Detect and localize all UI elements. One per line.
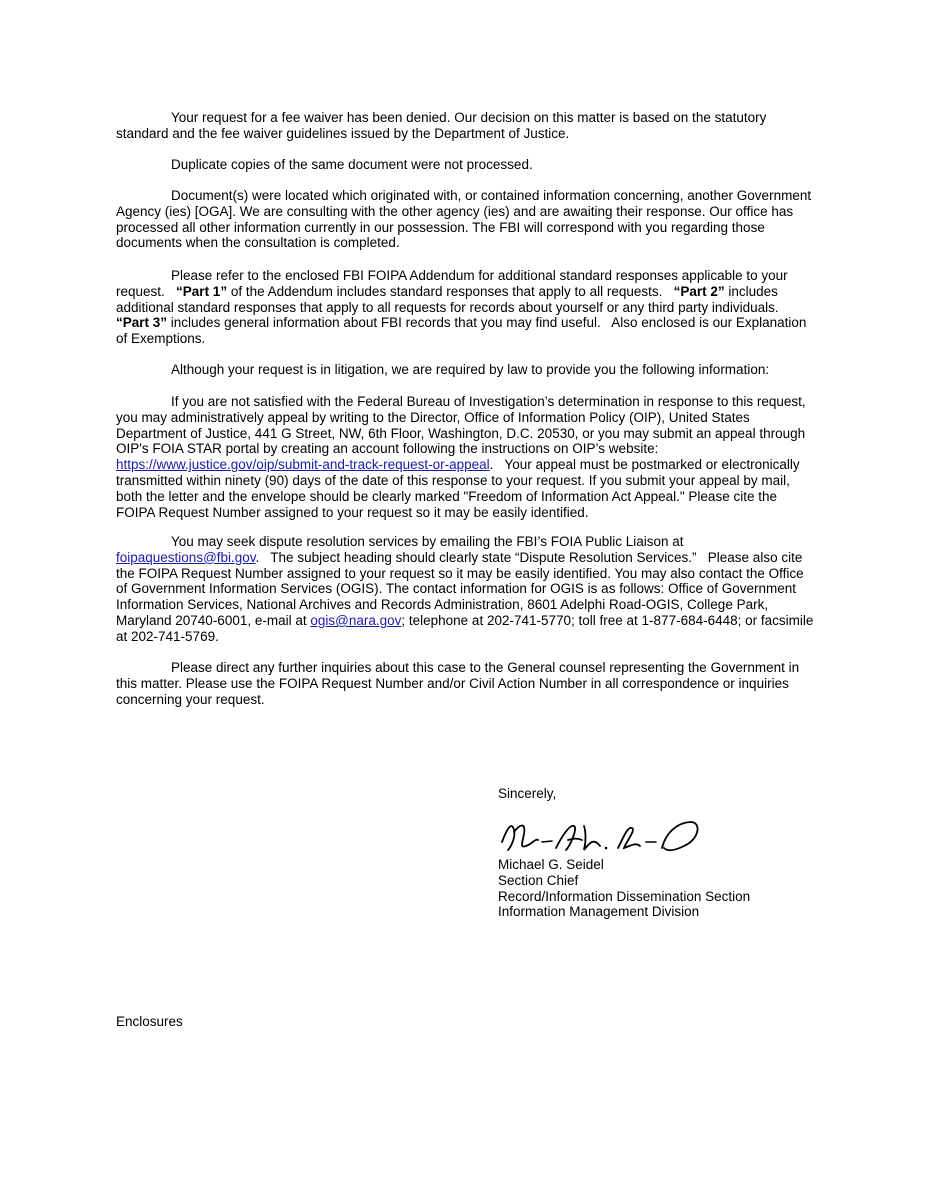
text-line: FOIPA Request Number assigned to your request so it may be easily identified.: [116, 504, 589, 520]
signer-name: Michael G. Seidel: [498, 857, 604, 872]
text-line: Please refer to the enclosed FBI FOIPA Addendum for additional standard responses applicable to your: [171, 268, 788, 283]
sincerely-text: Sincerely,: [498, 786, 557, 801]
dispute-resolution-paragraph: [116, 534, 828, 645]
text-line: of Exemptions.: [116, 331, 206, 347]
text-line: processed all other information currently in our possession. The FBI will correspond with you regarding those: [116, 219, 765, 235]
duplicate-copies-paragraph: [116, 157, 828, 173]
text-run: request.: [116, 283, 177, 299]
text-line: transmitted within ninety (90) days of the date of this response to your request. If you submit your appeal by mail,: [116, 472, 790, 488]
text-line: at 202-741-5769.: [116, 628, 219, 644]
text-run: of the Addendum includes standard responses that apply to all requests.: [227, 283, 674, 299]
signer-section: Record/Information Dissemination Section: [498, 888, 751, 904]
addendum-paragraph: [116, 268, 828, 347]
text-line: Although your request is in litigation, we are required by law to provide you the following information:: [171, 362, 770, 377]
text-line: You may seek dispute resolution services by emailing the FBI’s FOIA Public Liaison at: [171, 534, 684, 549]
litigation-paragraph: [116, 362, 828, 378]
handwritten-signature: [496, 812, 706, 862]
text-run: ; telephone at 202-741-5770; toll free at 1-877-684-6448; or facsimile: [401, 612, 814, 628]
part-2-label: “Part 2”: [673, 283, 725, 299]
text-line: additional standard responses that apply to all requests for records about yourself or any third party individuals.: [116, 299, 779, 315]
appeal-paragraph: [116, 394, 828, 520]
text-line: both the letter and the envelope should be clearly marked "Freedom of Information Act Appeal." Please cite the: [116, 488, 777, 504]
text-line: OIP's FOIA STAR portal by creating an account following the instructions on OIP’s website:: [116, 441, 659, 457]
text-line: Document(s) were located which originated with, or contained information concerning, another Government: [171, 188, 812, 203]
text-run: includes: [724, 283, 778, 299]
text-line: documents when the consultation is completed.: [116, 235, 400, 251]
enclosures-label: Enclosures: [116, 1014, 183, 1029]
further-inquiries-paragraph: [116, 660, 828, 707]
text-line: standard and the fee waiver guidelines issued by the Department of Justice.: [116, 125, 570, 141]
text-line: Information Services, National Archives and Records Administration, 8601 Adelphi Road-OGIS, College Park,: [116, 597, 769, 613]
text-line: Department of Justice, 441 G Street, NW, 6th Floor, Washington, D.C. 20530, or you may submit an appeal through: [116, 425, 806, 441]
foipa-email-link[interactable]: foipaquestions@fbi.gov: [116, 549, 256, 565]
text-run: Maryland 20740-6001, e-mail at: [116, 612, 311, 628]
text-line: this matter. Please use the FOIPA Request Number and/or Civil Action Number in all correspondence or inquiries: [116, 675, 789, 691]
text-run: . Your appeal must be postmarked or electronically: [489, 457, 800, 473]
signer-title: Section Chief: [498, 872, 579, 888]
closing-salutation: [498, 786, 556, 802]
fee-waiver-paragraph: [116, 110, 828, 142]
text-line: Duplicate copies of the same document were not processed.: [171, 157, 533, 172]
text-line: of Government Information Services (OGIS). The contact information for OGIS is as follows: Office of Government: [116, 581, 797, 597]
text-line: Agency (ies) [OGA]. We are consulting with the other agency (ies) and are awaiting their response. Our office has: [116, 203, 794, 219]
text-run: includes general information about FBI records that you may find useful. Also enclosed is our Explanation: [167, 315, 807, 331]
signature-block: [498, 857, 750, 920]
oga-consultation-paragraph: [116, 188, 828, 251]
text-run: . The subject heading should clearly state “Dispute Resolution Services.” Please also cite: [255, 549, 803, 565]
part-3-label: “Part 3”: [116, 315, 168, 331]
part-1-label: “Part 1”: [176, 283, 228, 299]
ogis-email-link[interactable]: ogis@nara.gov: [310, 612, 402, 628]
text-line: the FOIPA Request Number assigned to your request so it may be easily identified. You may also contact the Office: [116, 565, 804, 581]
text-line: Your request for a fee waiver has been denied. Our decision on this matter is based on the statutory: [171, 110, 767, 125]
signer-division: Information Management Division: [498, 904, 700, 920]
text-line: Please direct any further inquiries about this case to the General counsel representing the Government in: [171, 660, 800, 675]
text-line: you may administratively appeal by writing to the Director, Office of Information Policy (OIP), United States: [116, 409, 750, 425]
text-line: If you are not satisfied with the Federal Bureau of Investigation’s determination in response to this request,: [171, 394, 806, 409]
oip-appeal-link[interactable]: https://www.justice.gov/oip/submit-and-track-request-or-appeal: [116, 457, 490, 473]
text-line: concerning your request.: [116, 691, 265, 707]
